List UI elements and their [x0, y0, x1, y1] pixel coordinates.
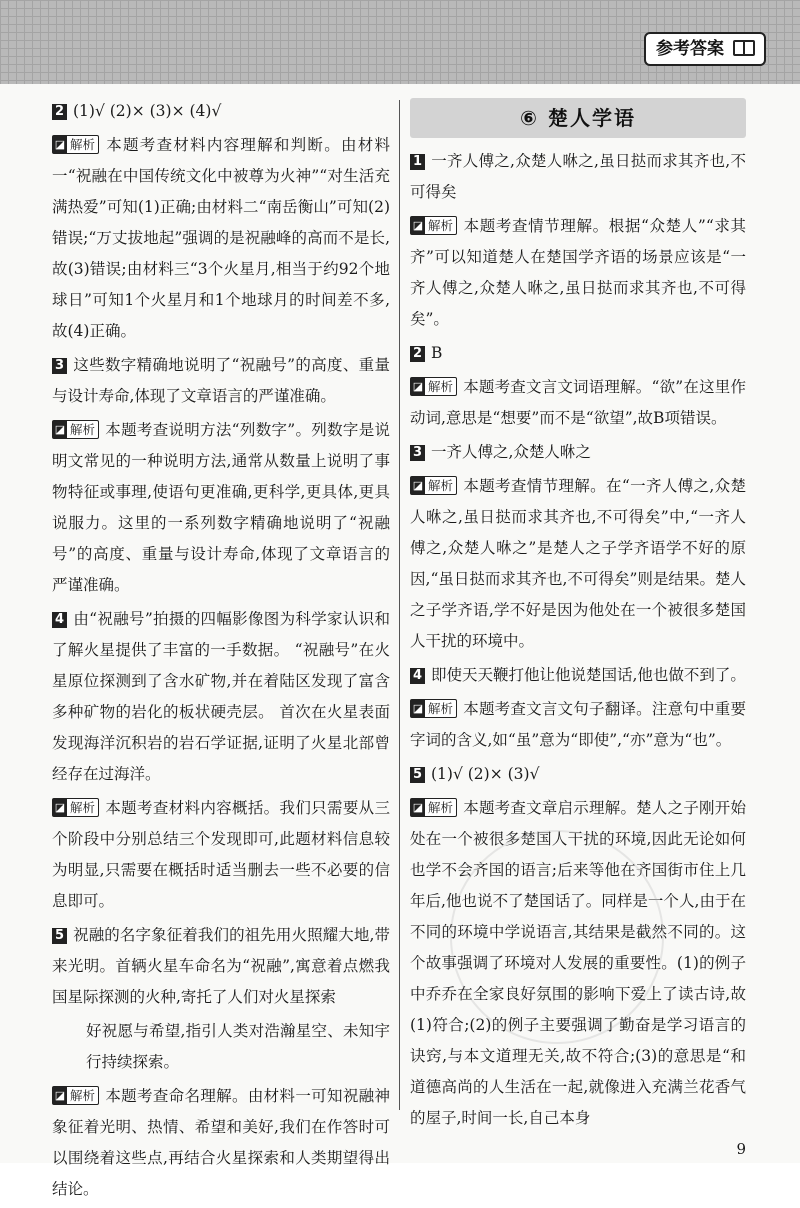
analysis-icon: ◪: [54, 138, 66, 151]
left-q4-answer: [52, 604, 390, 790]
analysis-text: 本题考查文章启示理解。楚人之子刚开始处在一个被很多楚国人干扰的环境,因此无论如何也学不会齐国的语言;后来等他在齐国街市住上几年后,他也说不了楚国话了。同样是一个人,由于在不同的环境中学说语言,其结果是截然不同的。这个故事强调了环境对人发展的重要性。(1)的例子中乔乔在全家良好氛围的影响下爱上了读古诗,故(1)符合;(2)的例子主要强调了勤奋是学习语言的诀窍,与本文道理无关,故不符合;(3)的意思是“和道德高尚的人生活在一起,就像进入充满兰花香气的屋子,时间一长,自己本身: [410, 799, 746, 1127]
right-q2-analysis: [410, 372, 746, 434]
question-number: 3: [52, 358, 67, 374]
question-number: 1: [410, 154, 425, 170]
analysis-icon: ◪: [54, 1089, 66, 1102]
analysis-tag-text: 解析: [428, 800, 454, 815]
answer-text: (1)√ (2)× (3)√: [431, 765, 540, 783]
left-q5-answer: [52, 920, 390, 1013]
analysis-text: 本题考查文言文句子翻译。注意句中重要字词的含义,如“虽”意为“即使”,“亦”意为“也”。: [410, 700, 746, 749]
analysis-tag: [52, 1086, 99, 1105]
right-q1-answer: [410, 146, 746, 208]
answer-key-label: [644, 32, 766, 66]
analysis-tag-text: 解析: [70, 422, 96, 437]
question-number: 2: [410, 346, 425, 362]
left-q2-answer: [52, 96, 390, 127]
left-q2-analysis: [52, 130, 390, 347]
analysis-tag: [410, 216, 457, 235]
header-band: [0, 0, 800, 84]
analysis-tag: [52, 135, 99, 154]
left-column: [52, 96, 390, 1208]
right-q4-analysis: [410, 694, 746, 756]
question-number: 4: [52, 612, 67, 628]
section-title: ⑥ 楚人学语: [410, 98, 746, 138]
analysis-tag-text: 解析: [70, 800, 96, 815]
question-number: 5: [52, 928, 67, 944]
column-divider: [399, 100, 400, 1110]
analysis-tag: [52, 798, 99, 817]
analysis-text: 本题考查情节理解。在“一齐人傅之,众楚人咻之,虽日挞而求其齐也,不可得矣”中,“一齐人傅之,众楚人咻之”是楚人之子学齐语学不好的原因,“虽日挞而求其齐也,不可得矣”则是结果。楚人之子学齐语,学不好是因为他处在一个被很多楚国人干扰的环境中。: [410, 477, 746, 650]
question-number: 5: [410, 767, 425, 783]
analysis-tag: [410, 377, 457, 396]
answer-text: 这些数字精确地说明了“祝融号”的高度、重量与设计寿命,体现了文章语言的严谨准确。: [52, 356, 390, 405]
answer-text: 一齐人傅之,众楚人咻之,虽日挞而求其齐也,不可得矣: [410, 152, 746, 201]
analysis-icon: ◪: [412, 801, 424, 814]
answer-text: 即使天天鞭打他让他说楚国话,他也做不到了。: [431, 666, 746, 684]
analysis-icon: ◪: [412, 380, 424, 393]
left-q4-analysis: [52, 793, 390, 917]
left-q5-answer-continued: 好祝愿与希望,指引人类对浩瀚星空、未知宇行持续探索。: [86, 1022, 390, 1071]
analysis-icon: ◪: [54, 423, 66, 436]
answer-text: B: [431, 344, 443, 362]
analysis-icon: ◪: [412, 702, 424, 715]
analysis-text: 本题考查材料内容概括。我们只需要从三个阶段中分别总结三个发现即可,此题材料信息较为明显,只需要在概括时适当删去一些不必要的信息即可。: [52, 799, 390, 910]
analysis-icon: ◪: [54, 801, 66, 814]
right-q2-answer: [410, 338, 746, 369]
question-number: 4: [410, 668, 425, 684]
right-q3-answer: [410, 437, 746, 468]
left-q3-answer: [52, 350, 390, 412]
right-q5-answer: [410, 759, 746, 790]
analysis-icon: ◪: [412, 219, 424, 232]
answer-key-text: 参考答案: [656, 39, 724, 59]
book-icon: [732, 39, 756, 57]
question-number: 3: [410, 445, 425, 461]
analysis-text: 本题考查命名理解。由材料一可知祝融神象征着光明、热情、希望和美好,我们在作答时可以围绕着这些点,再结合火星探索和人类期望得出结论。: [52, 1087, 390, 1198]
analysis-tag-text: 解析: [70, 1088, 96, 1103]
analysis-tag: [410, 476, 457, 495]
analysis-tag-text: 解析: [428, 701, 454, 716]
right-q3-analysis: [410, 471, 746, 657]
analysis-tag: [410, 798, 457, 817]
analysis-text: 本题考查情节理解。根据“众楚人”“求其齐”可以知道楚人在楚国学齐语的场景应该是“一齐人傅之,众楚人咻之,虽日挞而求其齐也,不可得矣”。: [410, 217, 746, 328]
analysis-tag-text: 解析: [70, 137, 96, 152]
analysis-tag-text: 解析: [428, 478, 454, 493]
watermark-seal: [450, 830, 664, 1044]
right-q1-analysis: [410, 211, 746, 335]
analysis-tag-text: 解析: [428, 218, 454, 233]
analysis-tag-text: 解析: [428, 379, 454, 394]
analysis-text: 本题考查文言文词语理解。“欲”在这里作动词,意思是“想要”而不是“欲望”,故B项错误。: [410, 378, 746, 427]
left-q5-analysis: [52, 1081, 390, 1205]
question-number: 2: [52, 104, 67, 120]
analysis-icon: ◪: [412, 479, 424, 492]
answer-text: 由“祝融号”拍摄的四幅影像图为科学家认识和了解火星提供了丰富的一手数据。 “祝融号”在火星原位探测到了含水矿物,并在着陆区发现了富含多种矿物的岩化的板状硬壳层。 首次在火星表面发现海洋沉积岩的岩石学证据,证明了火星北部曾经存在过海洋。: [52, 610, 390, 783]
answer-text: 一齐人傅之,众楚人咻之: [431, 443, 591, 461]
page-number: 9: [736, 1140, 746, 1158]
right-q4-answer: [410, 660, 746, 691]
analysis-text: 本题考查说明方法“列数字”。列数字是说明文常见的一种说明方法,通常从数量上说明了事物特征或事理,使语句更准确,更科学,更具体,更具说服力。这里的一系列数字精确地说明了“祝融号”的高度、重量与设计寿命,体现了文章语言的严谨准确。: [52, 421, 390, 594]
analysis-tag: [410, 699, 457, 718]
analysis-text: 本题考查材料内容理解和判断。由材料一“祝融在中国传统文化中被尊为火神”“对生活充满热爱”可知(1)正确;由材料二“南岳衡山”可知(2)错误;“万丈拔地起”强调的是祝融峰的高而不是长,故(3)错误;由材料三“3个火星月,相当于约92个地球日”可知1个火星月和1个地球月的时间差不多,故(4)正确。: [52, 136, 390, 340]
answer-text: (1)√ (2)× (3)× (4)√: [73, 102, 222, 120]
answer-text: 祝融的名字象征着我们的祖先用火照耀大地,带来光明。首辆火星车命名为“祝融”,寓意着点燃我国星际探测的火种,寄托了人们对火星探索: [52, 926, 390, 1006]
analysis-tag: [52, 420, 99, 439]
left-q3-analysis: [52, 415, 390, 601]
